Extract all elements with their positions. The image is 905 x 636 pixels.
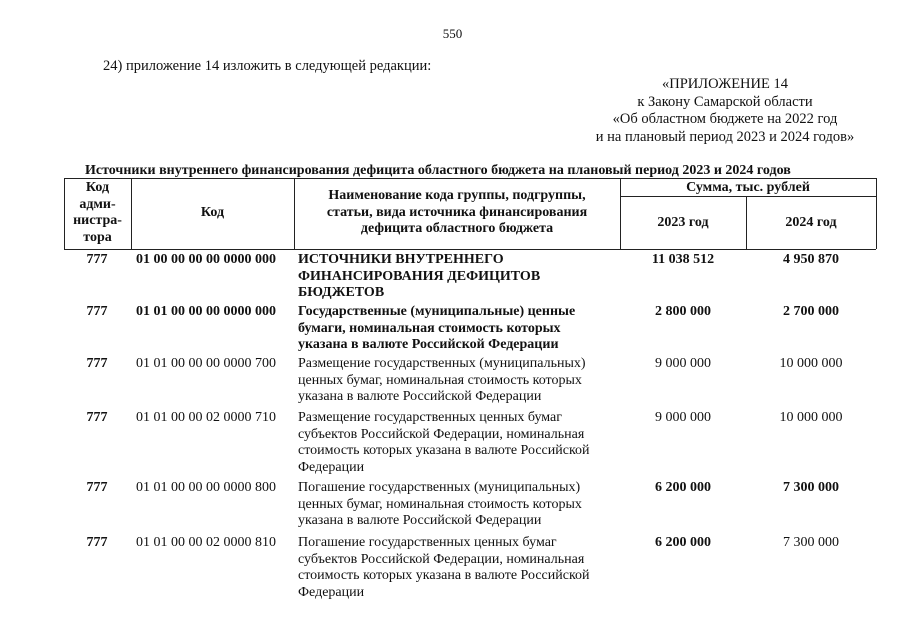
intro-text: 24) приложение 14 изложить в следующей редакции: [103,58,432,74]
amount-2024: 4 950 870 [783,252,839,267]
amount-2024: 7 300 000 [783,535,839,550]
header-year-2023: 2023 год [657,215,709,230]
header-name: Наименование кода группы, подгруппы, статьи, вида источника финансирования дефицита областного бюджета [326,188,588,236]
annex-line: «Об областном бюджете на 2022 год [612,111,838,127]
amount-2024: 10 000 000 [779,356,843,371]
admin-code: 777 [86,304,108,319]
source-code: 01 01 00 00 02 0000 810 [136,535,276,550]
col-line [876,178,877,249]
admin-code: 777 [86,252,108,267]
annex-heading [560,76,890,146]
header-year-2024: 2024 год [785,215,837,230]
header-sum: Сумма, тыс. рублей [686,180,810,195]
source-name: Размещение государственных (муниципальных) ценных бумаг, номинальная стоимость которых указана в валюте Российской Федерации [298,356,586,404]
source-code: 01 01 00 00 00 0000 800 [136,480,276,495]
amount-2024: 7 300 000 [783,480,839,495]
admin-code: 777 [86,356,108,371]
source-name: Государственные (муниципальные) ценные бумаги, номинальная стоимость которых указана в валюте Российской Федерации [298,304,576,352]
source-name: Погашение государственных (муниципальных) ценных бумаг, номинальная стоимость которых указана в валюте Российской Федерации [298,480,582,528]
amount-2023: 2 800 000 [655,304,711,319]
amount-2023: 11 038 512 [651,252,715,267]
source-code: 01 00 00 00 00 0000 000 [136,252,276,267]
amount-2023: 9 000 000 [655,356,711,371]
amount-2023: 9 000 000 [655,410,711,425]
admin-code: 777 [86,535,108,550]
source-name: Размещение государственных ценных бумаг субъектов Российской Федерации, номинальная стоимость которых указана в валюте Российской Федерации [298,410,590,475]
annex-line: и на плановый период 2023 и 2024 годов» [595,128,855,145]
amount-2024: 10 000 000 [779,410,843,425]
admin-code: 777 [86,480,108,495]
annex-line: к Закону Самарской области [637,93,813,110]
header-code: Код [200,205,225,220]
amount-2023: 6 200 000 [655,480,711,495]
annex-line: «ПРИЛОЖЕНИЕ 14 [662,76,788,92]
source-code: 01 01 00 00 02 0000 710 [136,410,276,425]
source-code: 01 01 00 00 00 0000 700 [136,356,276,371]
amount-2023: 6 200 000 [655,535,711,550]
source-name: ИСТОЧНИКИ ВНУТРЕННЕГО ФИНАНСИРОВАНИЯ ДЕФИЦИТОВ БЮДЖЕТОВ [298,252,541,300]
source-code: 01 01 00 00 00 0000 000 [136,304,276,319]
source-name: Погашение государственных ценных бумаг субъектов Российской Федерации, номинальная стоимость которых указана в валюте Российской Федерации [298,535,590,600]
header-admin-code: Код адми- нистра- тора [73,180,122,245]
amount-2024: 2 700 000 [783,304,839,319]
admin-code: 777 [86,410,108,425]
page-number: 550 [442,26,463,41]
table-title: Источники внутреннего финансирования дефицита областного бюджета на плановый период 2023 и 2024 годов [85,163,791,178]
header-border-bottom [64,249,876,250]
table-border-top [64,178,876,179]
